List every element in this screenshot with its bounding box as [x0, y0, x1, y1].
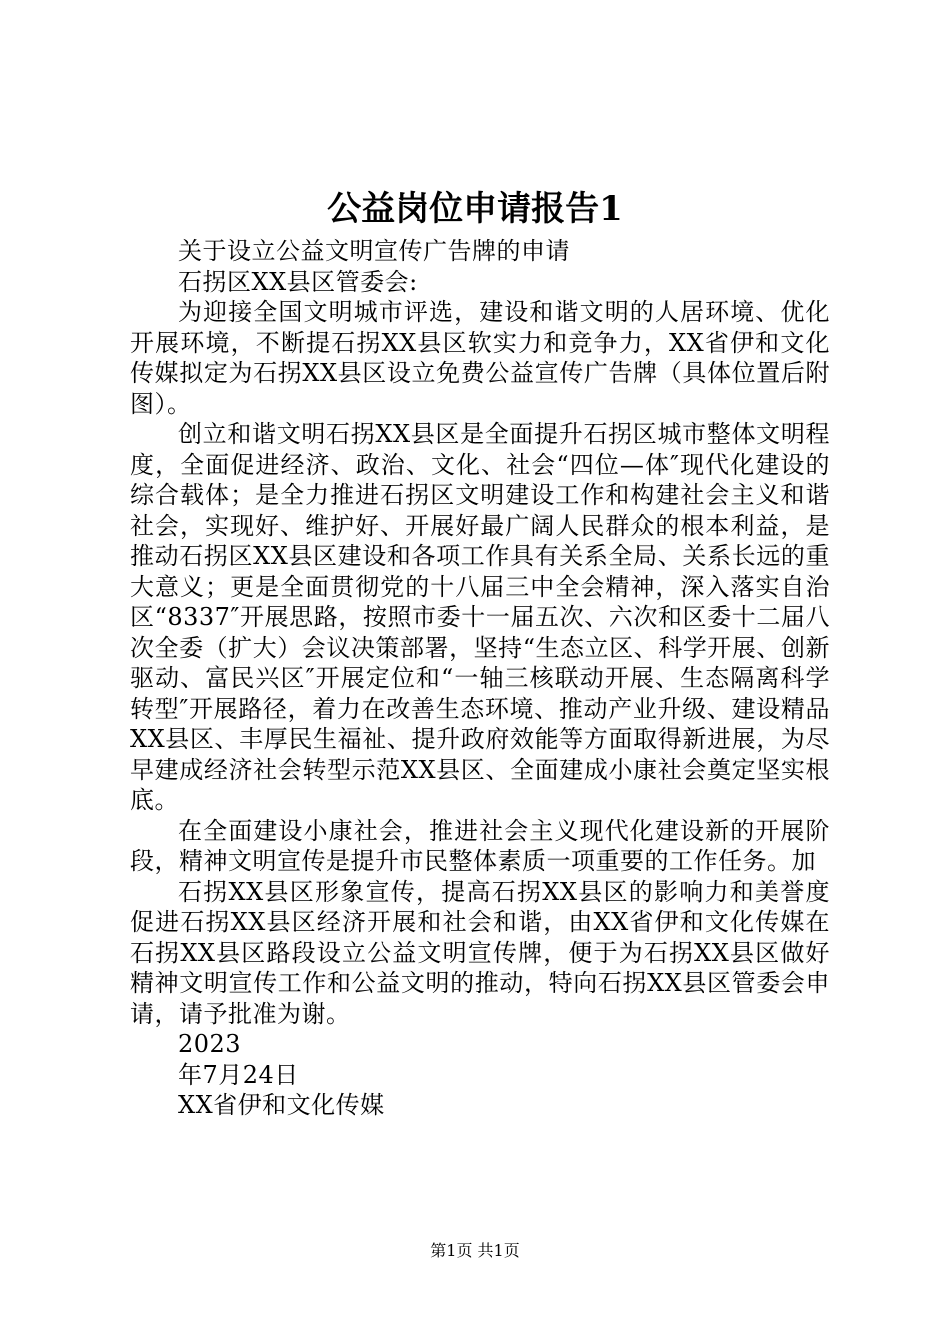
year-line: 2023 [178, 1030, 242, 1058]
body-paragraph: 创立和谐文明石拐XX县区是全面提升石拐区城市整体文明程度，全面促进经济、政治、文化、社会“四位—体″现代化建设的综合载体；是全力推进石拐区文明建设工作和构建社会主义和谐社会，实现好、维护好、开展好最广阔人民群众的根本利益，是推动石拐区XX县区建设和各项工作具有关系全局、关系长远的重大意义；更是全面贯彻党的十八届三中全会精神，深入落实自治区“8337″开展思路，按照市委十一届五次、六次和区委十二届八次全委（扩大）会议决策部署，坚持“生态立区、科学开展、创新驱动、富民兴区″开展定位和“一轴三核联动开展、生态隔离科学转型″开展路径，着力在改善生态环境、推动产业升级、建设精品XX县区、丰厚民生福祉、提升政府效能等方面取得新进展，为尽早建成经济社会转型示范XX县区、全面建成小康社会奠定坚实根底。 [130, 420, 830, 814]
document-title: 公益岗位申请报告1 [327, 189, 623, 229]
document-body [130, 236, 830, 1121]
subject-line: 关于设立公益文明宣传广告牌的申请 [178, 237, 570, 265]
signature-line: XX省伊和文化传媒 [178, 1091, 385, 1119]
recipient-line: 石拐区XX县区管委会: [178, 267, 418, 296]
body-paragraph: 为迎接全国文明城市评选，建设和谐文明的人居环境、优化开展环境，不断提石拐XX县区软实力和竞争力，XX省伊和文化传媒拟定为石拐XX县区设立免费公益宣传广告牌（具体位置后附图）。 [130, 298, 830, 418]
body-paragraph: 在全面建设小康社会，推进社会主义现代化建设新的开展阶段，精神文明宣传是提升市民整体素质一项重要的工作任务。加 [130, 816, 830, 875]
body-paragraph: 石拐XX县区形象宣传，提高石拐XX县区的影响力和美誉度促进石拐XX县区经济开展和社会和谐，由XX省伊和文化传媒在石拐XX县区路段设立公益文明宣传牌，便于为石拐XX县区做好精神文明宣传工作和公益文明的推动，特向石拐XX县区管委会申请，请予批准为谢。 [130, 877, 830, 1028]
page-footer: 第1页 共1页 [430, 1241, 520, 1260]
date-line: 年7月24日 [178, 1060, 299, 1089]
